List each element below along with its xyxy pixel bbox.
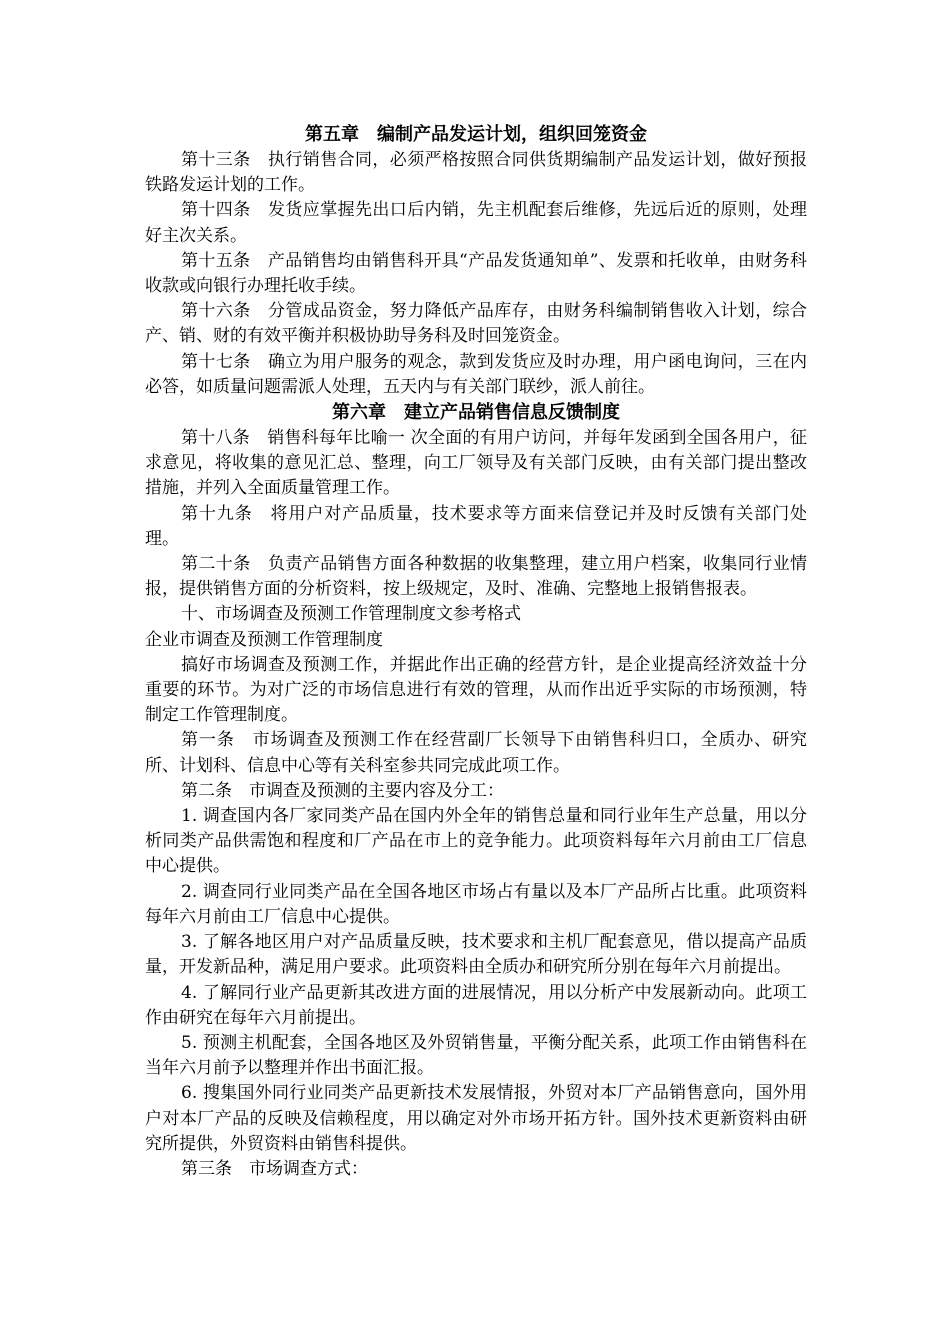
document-page: [145, 122, 807, 1182]
article-16: 第十六条 分管成品资金，努力降低产品库存，由财务科编制销售收入计划，综合产、销、财的有效平衡并积极协助导务科及时回笼资金。: [145, 301, 807, 347]
list-item-4: 4. 了解同行业产品更新其改进方面的进展情况，用以分析产中发展新动向。此项工作由研究在每年六月前提出。: [145, 982, 807, 1028]
article-14: 第十四条 发货应掌握先出口后内销，先主机配套后维修，先远后近的原则，处理好主次关系。: [145, 200, 807, 246]
list-item-1: 1. 调查国内各厂家同类产品在国内外全年的销售总量和同行业年生产总量，用以分析同类产品供需饱和程度和厂产品在市上的竞争能力。此项资料每年六月前由工厂信息中心提供。: [145, 806, 807, 877]
list-item-5: 5. 预测主机配套，全国各地区及外贸销售量，平衡分配关系，此项工作由销售科在当年六月前予以整理并作出书面汇报。: [145, 1032, 807, 1079]
chapter-6-title: 第六章 建立产品销售信息反馈制度: [332, 402, 620, 424]
article-13: 第十三条 执行销售合同，必须严格按照合同供货期编制产品发运计划，做好预报铁路发运计划的工作。: [145, 150, 807, 196]
section-10-subheading: 企业市调查及预测工作管理制度: [145, 629, 383, 650]
article-19: 第十九条 将用户对产品质量，技术要求等方面来信登记并及时反馈有关部门处理。: [145, 503, 807, 549]
article-17: 第十七条 确立为用户服务的观念，款到发货应及时办理，用户函电询问，三在内必答，如质量问题需派人处理，五天内与有关部门联纱，派人前往。: [145, 351, 807, 397]
section-10-heading: 十、市场调查及预测工作管理制度文参考格式: [181, 604, 521, 625]
chapter-5-title: 第五章 编制产品发运计划，组织回笼资金: [305, 124, 647, 145]
list-item-2: 2. 调查同行业同类产品在全国各地区市场占有量以及本厂产品所占比重。此项资料每年六月前由工厂信息中心提供。: [145, 881, 807, 927]
regulation-article-3: 第三条 市场调查方式：: [181, 1158, 368, 1179]
list-item-6: 6. 搜集国外同行业同类产品更新技术发展情报，外贸对本厂产品销售意向，国外用户对本厂产品的反映及信赖程度，用以确定对外市场开拓方针。国外技术更新资料由研究所提供，外贸资料由销售科提供。: [145, 1083, 807, 1154]
regulation-article-1: 第一条 市场调查及预测工作在经营副厂长领导下由销售科归口，全质办、研究所、计划科、信息中心等有关科室参共同完成此项工作。: [145, 730, 807, 776]
article-18: 第十八条 销售科每年比喻一 次全面的有用户访问，并每年发函到全国各用户，征求意见，将收集的意见汇总、整理，向工厂领导及有关部门反映，由有关部门提出整改措施，并列入全面质量管理工作。: [145, 428, 807, 499]
list-item-3: 3. 了解各地区用户对产品质量反映，技术要求和主机厂配套意见，借以提高产品质量，开发新品种，满足用户要求。此项资料由全质办和研究所分别在每年六月前提出。: [145, 932, 807, 978]
article-20: 第二十条 负责产品销售方面各种数据的收集整理，建立用户档案，收集同行业情报，提供销售方面的分析资料，按上级规定，及时、准确、完整地上报销售报表。: [145, 554, 807, 600]
regulation-article-2: 第二条 市调查及预测的主要内容及分工：: [181, 780, 504, 801]
section-10-intro: 搞好市场调查及预测工作，并据此作出正确的经营方针，是企业提高经济效益十分重要的环节。为对广泛的市场信息进行有效的管理，从而作出近乎实际的市场预测，特制定工作管理制度。: [145, 654, 807, 726]
article-15: 第十五条 产品销售均由销售科开具“产品发货通知单”、发票和托收单，由财务科收款或向银行办理托收手续。: [145, 250, 807, 297]
